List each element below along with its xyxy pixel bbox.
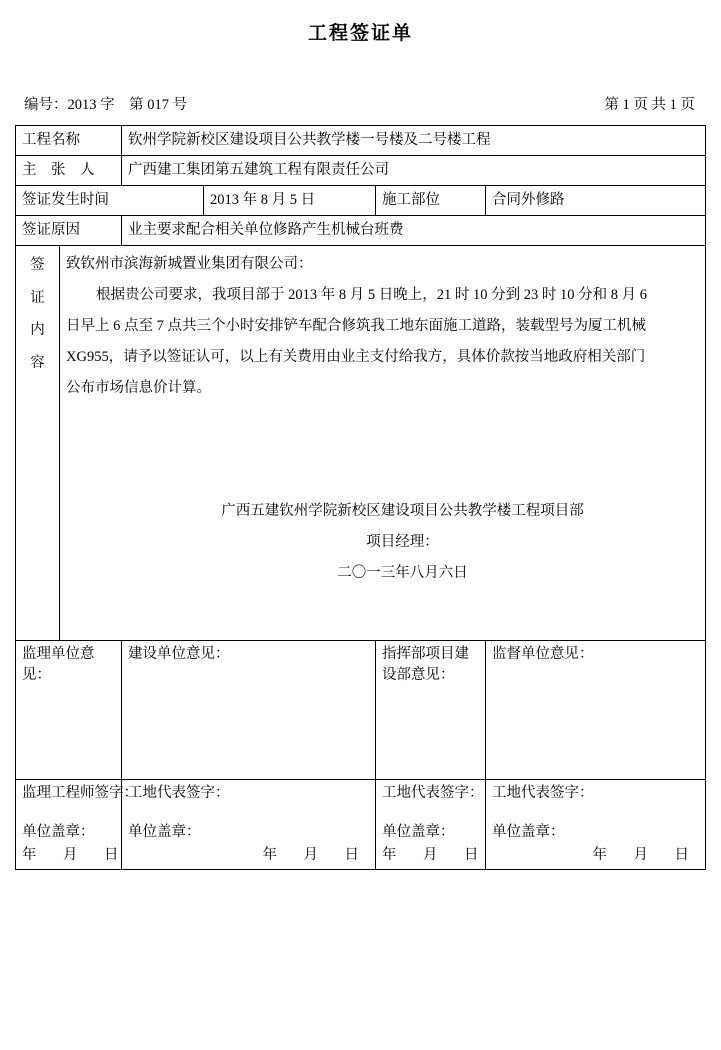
work-part-label: 施工部位	[376, 186, 486, 216]
date-line-supervisory-unit: 年 月 日	[592, 847, 695, 864]
signature-organization: 广西五建钦州学院新校区建设项目公共教学楼工程项目部	[221, 503, 584, 519]
content-paragraph-line-3: XG955，请予以签证认可，以上有关费用由业主支付给我方，具体价款按当地政府相关部门	[66, 349, 646, 365]
vertical-label-char-2: 证	[30, 289, 45, 306]
page-title: 工程签证单	[307, 23, 413, 44]
occurrence-time-label: 签证发生时间	[16, 186, 204, 216]
reason-value: 业主要求配合相关单位修路产生机械台班费	[122, 216, 706, 246]
date-line-supervision: 年 月 日	[22, 847, 125, 864]
signature-role: 项目经理：	[366, 534, 439, 550]
table-row-project-name	[16, 126, 706, 156]
occurrence-time-value: 2013 年 8 月 5 日	[204, 186, 376, 216]
opinion-heading-command-dept: 指挥部项目建设部意见：	[376, 641, 486, 780]
signature-form-table	[15, 125, 706, 870]
content-vertical-label	[16, 246, 60, 641]
project-name-label: 工程名称	[16, 126, 122, 156]
table-row-content	[16, 246, 706, 641]
opinion-heading-construction-unit: 建设单位意见：	[122, 641, 376, 780]
signature-cell-supervision	[16, 780, 138, 870]
table-row-occurrence	[16, 186, 706, 216]
table-row-signatures	[16, 780, 706, 870]
claimant-value: 广西建工集团第五建筑工程有限责任公司	[122, 156, 706, 186]
serial-number: 编号：2013 字 第 017 号	[24, 97, 188, 113]
date-line-construction-unit: 年 月 日	[262, 847, 365, 864]
signer-label-supervision: 监理工程师签字：	[22, 785, 138, 801]
work-part-value: 合同外修路	[486, 186, 706, 216]
opinion-heading-supervision: 监理单位意见：	[16, 641, 122, 780]
vertical-label-char-4: 容	[30, 354, 45, 371]
content-paragraph-line-4: 公布市场信息价计算。	[66, 380, 211, 396]
document-meta-row	[24, 93, 697, 114]
seal-label-supervision: 单位盖章：	[22, 824, 95, 841]
signer-label-supervisory-unit: 工地代表签字：	[492, 785, 594, 801]
page-indicator: 第 1 页 共 1 页	[604, 97, 695, 113]
vertical-label-char-1: 签	[30, 257, 45, 273]
signature-cell-construction-unit	[122, 780, 376, 870]
content-paragraph-line-1: 根据贵公司要求，我项目部于 2013 年 8 月 5 日晚上，21 时 10 分到 23 时 10 分和 8 月 6	[96, 287, 647, 303]
claimant-label: 主 张 人	[16, 156, 122, 186]
seal-label-supervisory-unit: 单位盖章：	[492, 824, 565, 841]
seal-label-construction-unit: 单位盖章：	[128, 824, 201, 841]
content-body-cell	[60, 246, 706, 641]
vertical-label-char-3: 内	[30, 322, 45, 338]
project-name-value: 钦州学院新校区建设项目公共教学楼一号楼及二号楼工程	[122, 126, 706, 156]
signature-cell-command-dept	[376, 780, 486, 870]
table-row-claimant	[16, 156, 706, 186]
reason-label: 签证原因	[16, 216, 122, 246]
seal-label-command-dept: 单位盖章：	[382, 824, 455, 841]
content-paragraph-line-2: 日早上 6 点至 7 点共三个小时安排铲车配合修筑我工地东面施工道路，装载型号为厦工机械	[66, 318, 646, 334]
opinion-heading-supervisory-unit: 监督单位意见：	[486, 641, 706, 780]
signer-label-command-dept: 工地代表签字：	[382, 785, 484, 801]
content-signature-block	[66, 496, 699, 589]
date-line-command-dept: 年 月 日	[382, 847, 485, 864]
signature-date: 二〇一三年八月六日	[337, 565, 468, 581]
signer-label-construction-unit: 工地代表签字：	[128, 785, 230, 801]
table-row-reason	[16, 216, 706, 246]
signature-cell-supervisory-unit	[486, 780, 706, 870]
content-salutation: 致钦州市滨海新城置业集团有限公司：	[66, 256, 313, 272]
table-row-opinions	[16, 641, 706, 780]
